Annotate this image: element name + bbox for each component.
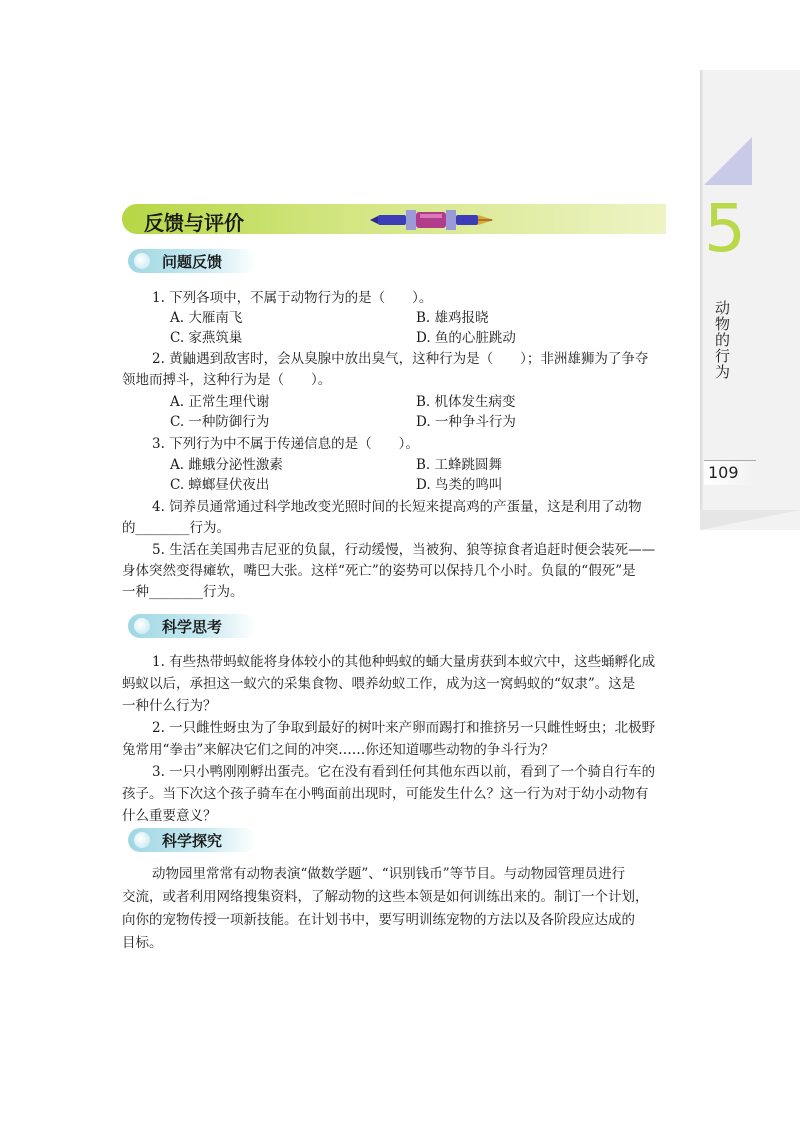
section-header xyxy=(122,204,666,234)
problem-feedback-heading: 问题反馈 xyxy=(162,253,223,271)
q3-option-b: B. 工蜂跳圆舞 xyxy=(416,457,503,473)
section-title: 反馈与评价 xyxy=(144,211,244,235)
page-number: 109 xyxy=(704,460,756,485)
q1-option-c: C. 家燕筑巢 xyxy=(170,330,243,346)
chapter-title: 动物的行为 xyxy=(713,300,731,380)
q3-option-a: A. 雌蛾分泌性激素 xyxy=(170,457,283,473)
thinking-p1-line3: 一种什么行为？ xyxy=(122,698,217,714)
bullet-dot-icon xyxy=(134,832,150,848)
thinking-p2-line2: 兔常用“拳击”来解决它们之间的冲突……你还知道哪些动物的争斗行为？ xyxy=(122,742,555,758)
thinking-p3-line3: 什么重要意义？ xyxy=(122,808,217,824)
science-thinking-heading: 科学思考 xyxy=(162,618,223,636)
q1-option-b: B. 雄鸡报晓 xyxy=(416,310,489,326)
thinking-p1-line2: 蚂蚁以后，承担这一蚁穴的采集食物、喂养幼蚁工作，成为这一窝蚂蚁的“奴隶”。这是 xyxy=(122,676,636,692)
q3-stem: 3. 下列行为中不属于传递信息的是（ ）。 xyxy=(152,436,419,452)
inquiry-line3: 向你的宠物传授一项新技能。在计划书中，要写明训练宠物的方法以及各阶段应达成的 xyxy=(122,912,635,928)
q2-option-c: C. 一种防御行为 xyxy=(170,414,270,430)
inquiry-line1: 动物园里常常有动物表演“做数学题”、“识别钱币”等节目。与动物园管理员进行 xyxy=(152,866,626,882)
q5-line3: 一种________行为。 xyxy=(122,584,244,600)
science-inquiry-heading: 科学探究 xyxy=(162,832,223,850)
q1-stem: 1. 下列各项中，不属于动物行为的是（ ）。 xyxy=(152,290,433,306)
fountain-pen-icon xyxy=(370,206,500,234)
q2-option-d: D. 一种争斗行为 xyxy=(416,414,516,430)
q2-stem-line2: 领地而搏斗，这种行为是（ ）。 xyxy=(122,372,332,388)
chapter-number: 5 xyxy=(704,190,746,267)
q5-line2: 身体突然变得瘫软，嘴巴大张。这样“死亡”的姿势可以保持几个小时。负鼠的“假死”是 xyxy=(122,563,636,579)
thinking-p1-line1: 1. 有些热带蚂蚁能将身体较小的其他种蚂蚁的蛹大量虏获到本蚁穴中，这些蛹孵化成 xyxy=(152,654,656,670)
q3-option-d: D. 鸟类的鸣叫 xyxy=(416,477,503,493)
bullet-dot-icon xyxy=(134,618,150,634)
q4-line2: 的________行为。 xyxy=(122,520,230,536)
q4-line1: 4. 饲养员通常通过科学地改变光照时间的长短来提高鸡的产蛋量，这是利用了动物 xyxy=(152,499,642,515)
thinking-p2-line1: 2. 一只雌性蚜虫为了争取到最好的树叶来产卵而踢打和推挤另一只雌性蚜虫；北极野 xyxy=(152,720,656,736)
tab-fold xyxy=(700,510,800,530)
corner-decoration xyxy=(704,137,752,185)
inquiry-line2: 交流，或者利用网络搜集资料，了解动物的这些本领是如何训练出来的。制订一个计划， xyxy=(122,889,649,905)
thinking-p3-line2: 孩子。当下次这个孩子骑车在小鸭面前出现时，可能发生什么？这一行为对于幼小动物有 xyxy=(122,786,649,802)
bullet-dot-icon xyxy=(134,253,150,269)
q2-option-a: A. 正常生理代谢 xyxy=(170,394,270,410)
q3-option-c: C. 蟑螂昼伏夜出 xyxy=(170,477,270,493)
q5-line1: 5. 生活在美国弗吉尼亚的负鼠，行动缓慢，当被狗、狼等掠食者追赶时便会装死—— xyxy=(152,542,656,558)
q1-option-d: D. 鱼的心脏跳动 xyxy=(416,330,516,346)
thinking-p3-line1: 3. 一只小鸭刚刚孵出蛋壳。它在没有看到任何其他东西以前，看到了一个骑自行车的 xyxy=(152,764,656,780)
q2-stem-line1: 2. 黄鼬遇到敌害时，会从臭腺中放出臭气，这种行为是（ ）；非洲雄狮为了争夺 xyxy=(152,351,649,367)
q2-option-b: B. 机体发生病变 xyxy=(416,394,516,410)
q1-option-a: A. 大雁南飞 xyxy=(170,310,243,326)
inquiry-line4: 目标。 xyxy=(122,935,163,951)
